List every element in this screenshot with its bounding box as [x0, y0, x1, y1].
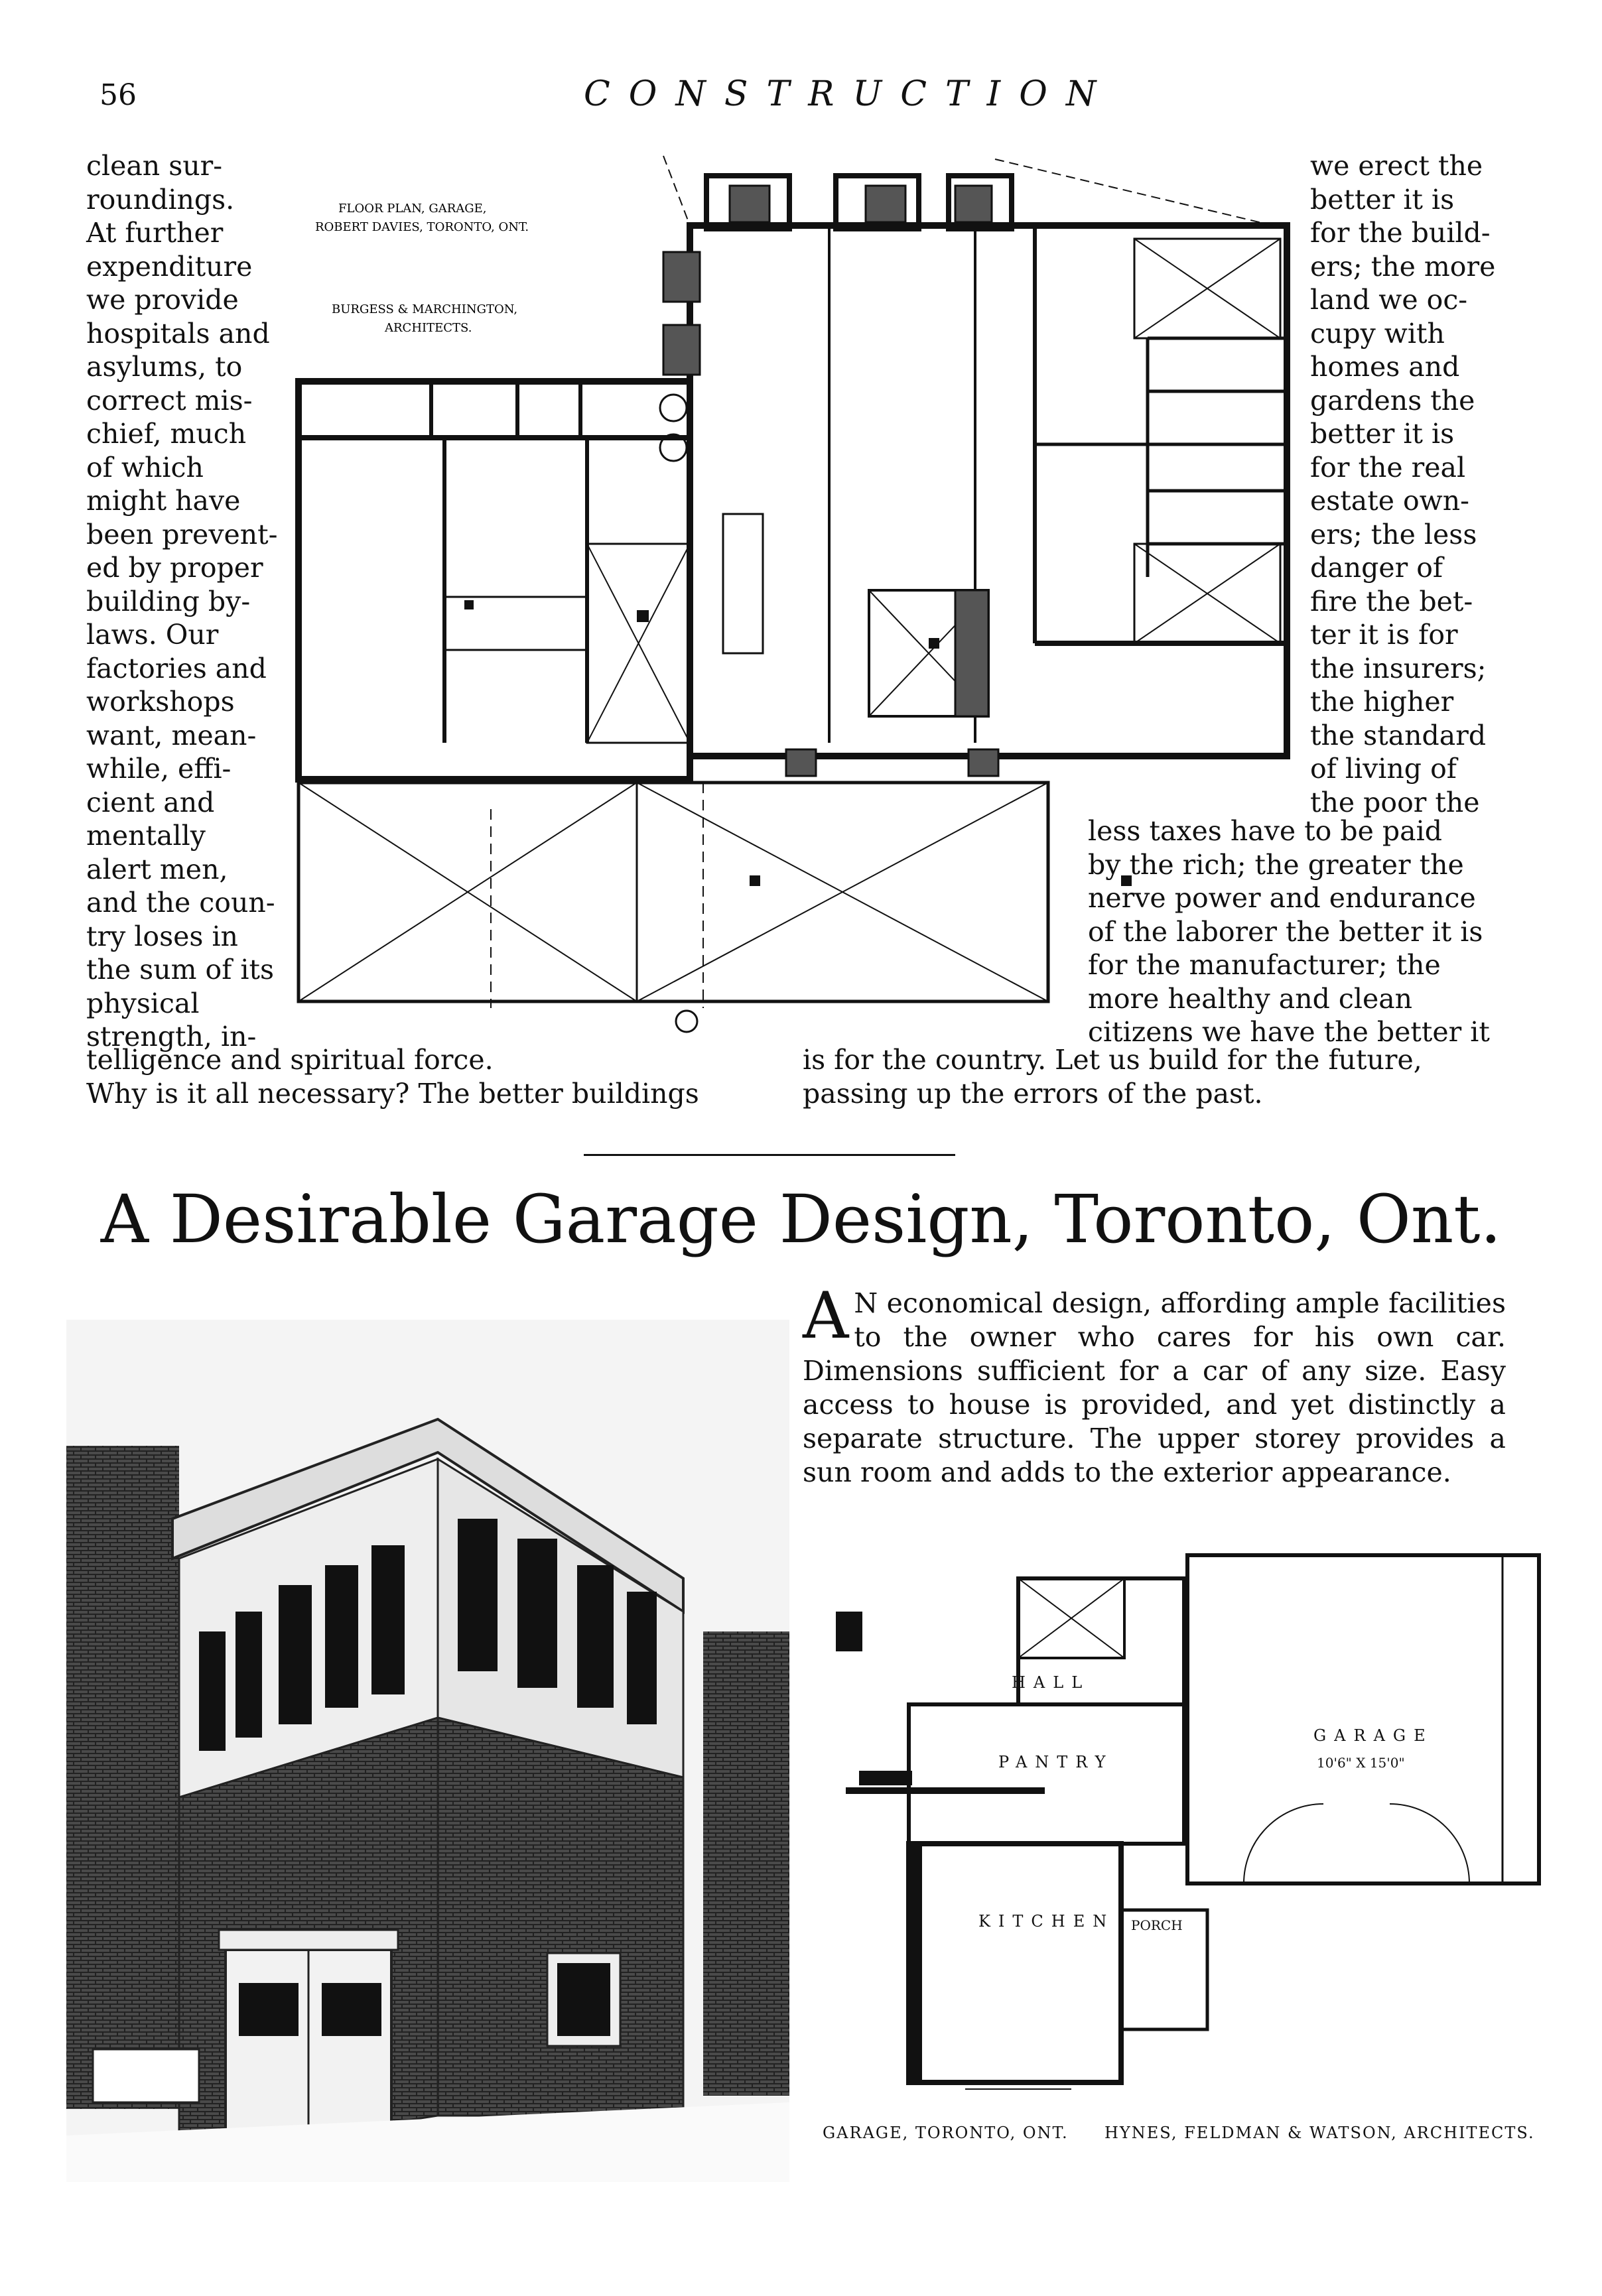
left-column-line: At further [86, 217, 224, 249]
left-column-line: been prevent- [86, 518, 278, 550]
mid-right-column-line: citizens we have the better it [1088, 1016, 1490, 1048]
right-column-line: ers; the more [1310, 250, 1496, 283]
right-column-line: cupy with [1310, 317, 1445, 350]
mid-right-column-line: more healthy and clean [1088, 982, 1413, 1015]
left-column-line: correct mis- [86, 384, 253, 416]
room-label-hall: HALL [1012, 1673, 1091, 1692]
mid-right-column-line: nerve power and endurance [1088, 882, 1476, 914]
left-column-line: we provide [86, 284, 239, 316]
left-column-line: strength, in- [86, 1021, 257, 1052]
right-column-line: of living of [1310, 753, 1457, 785]
garage-photo [66, 1320, 789, 2182]
room-label-kitchen: KITCHEN [978, 1912, 1115, 1931]
left-column-line: roundings. [86, 183, 235, 216]
left-column-line: the sum of its [86, 954, 275, 986]
right-column-line: better it is [1310, 183, 1455, 216]
mid-right-column-line: by the rich; the greater the [1088, 848, 1464, 881]
room-label-pantry: PANTRY [998, 1753, 1114, 1771]
left-tail-line: Why is it all necessary? The better buildings [86, 1077, 699, 1110]
left-column-line: physical [86, 987, 200, 1019]
left-column-line: of which [86, 451, 204, 483]
left-column-line: hospitals and [86, 317, 270, 350]
right-column-line: estate own- [1310, 485, 1470, 517]
right-tail-line: passing up the errors of the past. [803, 1077, 1263, 1110]
right-column-line: ter it is for [1310, 619, 1458, 651]
left-column-line: workshops [86, 686, 235, 718]
garage-dimensions: 10'6" X 15'0" [1317, 1755, 1405, 1771]
left-column-line: and the coun- [86, 887, 275, 919]
right-tail-text [803, 1043, 1509, 1110]
caption-left: GARAGE, TORONTO, ONT. [823, 2124, 1069, 2142]
left-column-line: clean sur- [86, 150, 223, 182]
running-head: CONSTRUCTION [584, 74, 1115, 114]
right-column-line: homes and [1310, 351, 1460, 383]
section-rule [584, 1154, 955, 1156]
right-column-line: for the build- [1310, 217, 1491, 249]
right-column-line: we erect the [1310, 150, 1483, 182]
floor-plan-caption-line1: FLOOR PLAN, GARAGE, [338, 202, 487, 216]
mid-right-column-line: of the laborer the better it is [1088, 915, 1483, 948]
left-column-line: might have [86, 485, 241, 517]
right-column-line: the poor the [1310, 786, 1480, 818]
left-column-line: laws. Our [86, 619, 219, 651]
left-column-line: building by- [86, 585, 251, 617]
right-column-line: the insurers; [1310, 652, 1487, 684]
right-column-line: the standard [1310, 719, 1487, 751]
left-column-line: chief, much [86, 418, 247, 450]
article-title: A Desirable Garage Design, Toronto, Ont. [100, 1180, 1502, 1258]
right-column-line: the higher [1310, 686, 1454, 718]
mid-right-column [1088, 814, 1502, 1049]
left-column-line: while, effi- [86, 753, 232, 785]
left-column-line: asylums, to [86, 351, 243, 383]
floor-plan-architects-line2: ARCHITECTS. [385, 321, 472, 335]
caption-right: HYNES, FELDMAN & WATSON, ARCHITECTS. [1104, 2124, 1535, 2142]
left-column-line: want, mean- [86, 719, 257, 751]
intro-dropcap: A [803, 1279, 849, 1353]
left-column [86, 149, 279, 1054]
right-column-line: for the real [1310, 451, 1466, 483]
floor-plan-bottom-drawing [806, 1539, 1542, 2116]
room-label-garage: GARAGE [1313, 1726, 1434, 1745]
right-column-line: gardens the [1310, 384, 1475, 416]
right-column-line: danger of [1310, 552, 1443, 584]
left-column-line: alert men, [86, 853, 228, 885]
left-column-line: ed by proper [86, 552, 263, 584]
right-tail-line: is for the country. Let us build for the future, [803, 1044, 1422, 1076]
article-intro [803, 1279, 1506, 1490]
left-column-line: mentally [86, 820, 206, 852]
mid-right-column-line: less taxes have to be paid [1088, 815, 1442, 847]
left-column-line: try loses in [86, 920, 238, 952]
right-column-line: fire the bet- [1310, 585, 1473, 617]
left-column-line: cient and [86, 786, 215, 818]
right-column-line: ers; the less [1310, 518, 1477, 550]
floor-plan-architects-line1: BURGESS & MARCHINGTON, [332, 302, 518, 316]
right-column-line: land we oc- [1310, 284, 1468, 316]
left-tail-line: telligence and spiritual force. [86, 1044, 494, 1076]
left-column-line: expenditure [86, 250, 253, 283]
room-label-porch: PORCH [1131, 1917, 1183, 1933]
floor-plan-caption-line2: ROBERT DAVIES, TORONTO, ONT. [315, 220, 529, 234]
left-column-line: factories and [86, 652, 267, 684]
page-number: 56 [100, 78, 137, 112]
left-tail-text [86, 1043, 783, 1110]
intro-text: N economical design, affording ample facilities to the owner who cares for his own car. Dimensions sufficient for a car of any size. Easy access to house is provided, and yet distinctly a separate structure. The upper storey provides a sun room and adds to the exterior appearance. [803, 1287, 1506, 1488]
right-column-line: better it is [1310, 418, 1455, 450]
mid-right-column-line: for the manufacturer; the [1088, 949, 1441, 981]
right-column [1310, 149, 1502, 819]
